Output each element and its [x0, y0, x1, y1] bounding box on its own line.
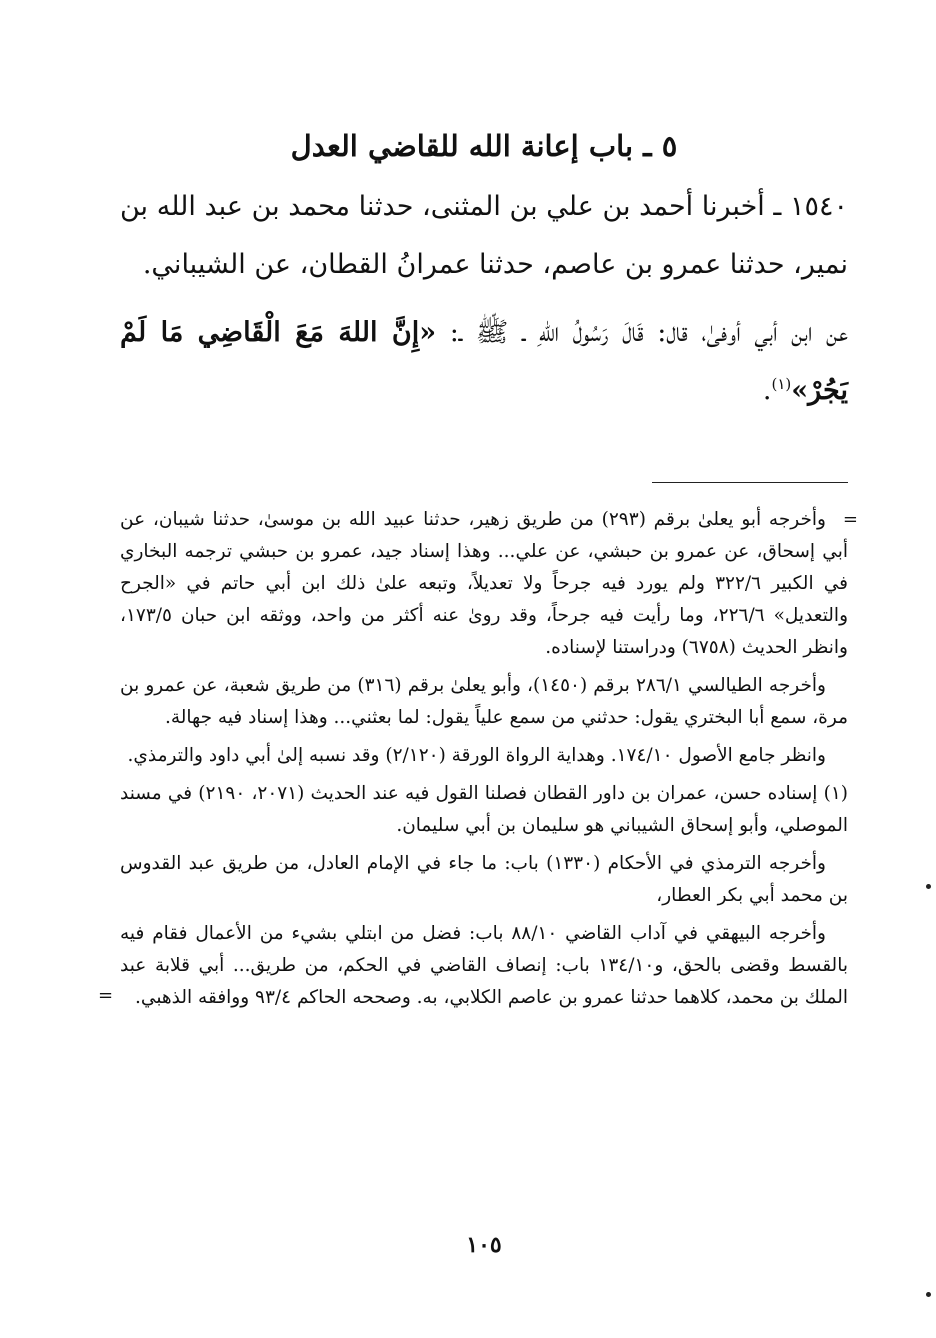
footnote-continued-paragraph: وأخرجه الطيالسي ٢٨٦/١ برقم (١٤٥٠)، وأبو يعلىٰ برقم (٣١٦) من طريق شعبة، عن عمرو بن مرة، سمع أبا البختري يقول: حدثني من سمع علياً يقول: لما بعثني... وهذا إسناد فيه جهالة. [120, 675, 848, 728]
book-page [98, 120, 858, 1258]
footnote-1-paragraph [98, 918, 848, 1014]
hadith-intro: عن ابن أبي أوفىٰ، قال: قَالَ رَسُولُ اللهِ ـ ﷺ ـ: [436, 317, 849, 348]
footnotes [98, 504, 858, 1020]
footnote-text: إسناده حسن، عمران بن داور القطان فصلنا القول فيه عند الحديث (٢٠٧١، ٢١٩٠) في مسند الموصلي، وأبو إسحاق الشيباني هو سليمان بن أبي سليمان. [120, 783, 848, 836]
hadith-isnad: ١٥٤٠ ـ أخبرنا أحمد بن علي بن المثنى، حدثنا محمد بن عبد الله بن نمير، حدثنا عمرو بن عاصم، حدثنا عمرانُ القطان، عن الشيباني. [120, 191, 848, 280]
footnote-separator [652, 482, 848, 483]
scan-mark [926, 884, 931, 889]
footnote-continued-paragraph [120, 504, 858, 664]
footnote-1-paragraph [120, 778, 848, 842]
footnote-continued-paragraph: وانظر جامع الأصول ١٧٤/١٠. وهداية الرواة الورقة (٢/١٢٠) وقد نسبه إلىٰ أبي داود والترمذي. [127, 745, 826, 766]
footnote-text: وأخرجه أبو يعلىٰ برقم (٢٩٣) من طريق زهير، حدثنا عبيد الله بن موسىٰ، حدثنا شيبان، عن أبي إسحاق، عن عمرو بن حبشي، عن علي... وهذا إسناد جيد، عمرو بن حبشي ترجمه البخاري في الكبير ٣٢٢/٦ ولم يورد فيه جرحاً ولا تعديلاً، وتبعه علىٰ ذلك ابن أبي حاتم في «الجرح والتعديل» ٢٢٦/٦، وما رأيت فيه جرحاً، وقد روىٰ عنه أكثر من واحد، ووثقه ابن حبان ١٧٣/٥، وانظر الحديث (٦٧٥٨) ودراستنا لإسناده. [120, 509, 849, 658]
scan-mark [926, 1292, 931, 1297]
hadith-end: . [762, 375, 772, 406]
footnote-1-paragraph: وأخرجه الترمذي في الأحكام (١٣٣٠) باب: ما جاء في الإمام العادل، من طريق عبد القدوس بن محمد أبي بكر العطار، [120, 853, 848, 906]
continuation-mark: = [98, 985, 114, 1006]
hadith-text [120, 304, 848, 420]
hadith-quote: «إِنَّ اللهَ مَعَ الْقَاضِي مَا لَمْ يَجُرْ» [120, 317, 848, 406]
continuation-mark: = [842, 509, 858, 530]
chapter-title: ٥ ـ باب إعانة الله للقاضي العدل [290, 129, 678, 163]
footnote-text: وأخرجه البيهقي في آداب القاضي ٨٨/١٠ باب: فضل من ابتلي بشيء من الأعمال فقام فيه بالقسط وقضى بالحق، و١٣٤/١٠ باب: إنصاف القاضي في الحكم، من طريق... أبي قلابة عبد الملك بن محمد، كلاهما حدثنا عمرو بن عاصم الكلابي، به. وصححه الحاكم ٩٣/٤ ووافقه الذهبي. [120, 923, 848, 1008]
page-number: ١٠٥ [466, 1232, 502, 1258]
footnote-number: (١) [823, 783, 848, 804]
footnote-reference: (١) [771, 375, 792, 393]
